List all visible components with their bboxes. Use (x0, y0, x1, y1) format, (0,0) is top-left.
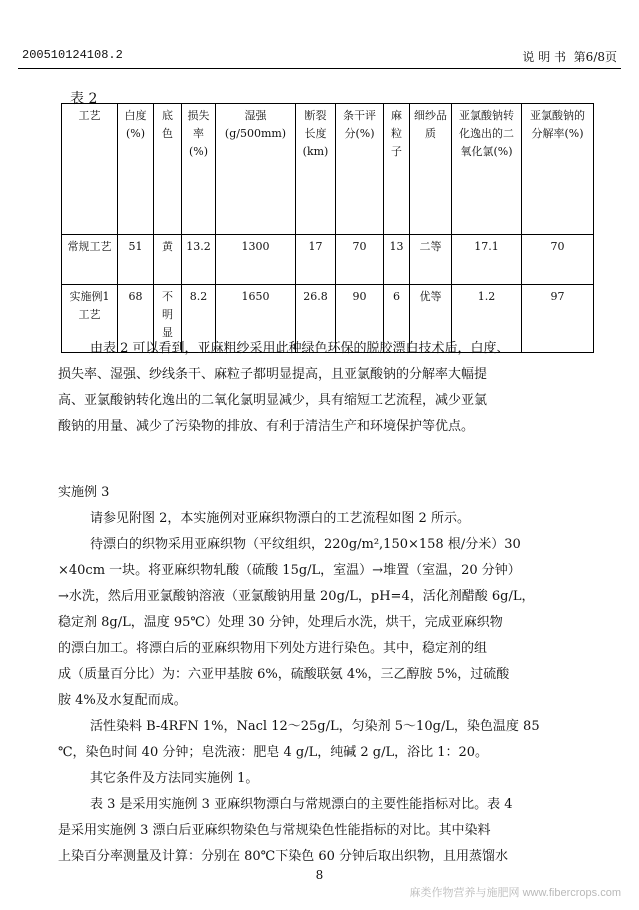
table-header-row (62, 104, 594, 235)
paragraph-line: 高、亚氯酸钠转化逸出的二氧化氯明显减少，具有缩短工艺流程，减少亚氯 (58, 393, 488, 408)
table-cell: 13 (384, 235, 410, 285)
table-cell: 17 (296, 235, 336, 285)
paragraph-line: 稳定剂 8g/L，温度 95℃）处理 30 分钟，处理后水洗，烘干，完成亚麻织物 (58, 615, 503, 630)
col-header: 底色 (154, 104, 182, 235)
table-cell: 黄 (154, 235, 182, 285)
doc-number: 200510124108.2 (22, 48, 123, 62)
table-cell: 70 (336, 235, 384, 285)
paragraph-line: ×40cm 一块。将亚麻织物轧酸（硫酸 15g/L，室温）→堆置（室温，20 分钟） (58, 563, 521, 578)
watermark: 麻类作物营养与施肥网 www.fibercrops.com (409, 887, 621, 899)
table-cell: 不明显 (154, 285, 182, 353)
table-cell: 8.2 (182, 285, 216, 353)
col-header: 断裂长度(km) (296, 104, 336, 235)
table-cell: 51 (118, 235, 154, 285)
data-table (61, 103, 594, 353)
paragraph-line: 是采用实施例 3 漂白后亚麻织物染色与常规染色性能指标的对比。其中染料 (58, 823, 491, 838)
table-cell: 97 (522, 285, 594, 353)
paragraph-line: 的漂白加工。将漂白后的亚麻织物用下列处方进行染色。其中，稳定剂的组 (58, 641, 488, 656)
paragraph-line: 损失率、湿强、纱线条干、麻粒子都明显提高，且亚氯酸钠的分解率大幅提 (58, 367, 488, 382)
table-cell: 13.2 (182, 235, 216, 285)
table-cell: 1.2 (452, 285, 522, 353)
table-cell: 70 (522, 235, 594, 285)
header-divider (18, 68, 621, 69)
paragraph-line: ℃，染色时间 40 分钟；皂洗液：肥皂 4 g/L，纯碱 2 g/L，浴比 1：20。 (58, 745, 489, 760)
paragraph-table2-analysis (58, 336, 606, 440)
paragraph-line: 待漂白的织物采用亚麻织物（平纹组织，220g/m²,150×158 根/分米）30 (90, 537, 521, 552)
col-header: 工艺 (62, 104, 118, 235)
col-header: 亚氯酸钠转化逸出的二氧化氯(%) (452, 104, 522, 235)
table-row (62, 235, 594, 285)
paragraph-line: 请参见附图 2，本实施例对亚麻织物漂白的工艺流程如图 2 所示。 (90, 511, 470, 526)
paragraph-line: 活性染料 B-4RFN 1%，Nacl 12～25g/L，匀染剂 5～10g/L，染色温度 85 (90, 719, 540, 734)
paragraph-line: 酸钠的用量、减少了污染物的排放、有利于清洁生产和环境保护等优点。 (58, 419, 475, 434)
table-cell: 90 (336, 285, 384, 353)
paragraph-line: 由表 2 可以看到，亚麻粗纱采用此种绿色环保的脱胶漂白技术后，白度、 (90, 341, 510, 356)
table-cell: 实施例1工艺 (62, 285, 118, 353)
col-header: 条干评分(%) (336, 104, 384, 235)
table-cell: 17.1 (452, 235, 522, 285)
table-cell: 优等 (410, 285, 452, 353)
col-header: 白度(%) (118, 104, 154, 235)
paragraph-line: 其它条件及方法同实施例 1。 (90, 771, 259, 786)
col-header: 湿强(g/500mm) (216, 104, 296, 235)
paragraph-line: 表 3 是采用实施例 3 亚麻织物漂白与常规漂白的主要性能指标对比。表 4 (90, 797, 513, 812)
table-cell: 26.8 (296, 285, 336, 353)
col-header: 细纱品质 (410, 104, 452, 235)
col-header: 损失率(%) (182, 104, 216, 235)
section-heading: 实施例 3 (58, 485, 110, 500)
paragraph-line: 成（质量百分比）为：六亚甲基胺 6%，硫酸联氨 4%，三乙醇胺 5%，过硫酸 (58, 667, 510, 682)
paragraph-line: 上染百分率测量及计算：分别在 80℃下染色 60 分钟后取出织物，且用蒸馏水 (58, 849, 509, 864)
col-header: 麻粒子 (384, 104, 410, 235)
col-header: 亚氯酸钠的分解率(%) (522, 104, 594, 235)
page-header (18, 48, 621, 66)
section-embodiment-3 (58, 480, 606, 870)
table-cell: 1300 (216, 235, 296, 285)
table-cell: 常规工艺 (62, 235, 118, 285)
table-cell: 二等 (410, 235, 452, 285)
page-number: 8 (315, 868, 324, 882)
table-cell: 1650 (216, 285, 296, 353)
table-label: 表 2 (70, 91, 98, 107)
paragraph-line: 胺 4%及水复配而成。 (58, 693, 187, 708)
table-cell: 68 (118, 285, 154, 353)
doc-title: 说 明 书 第6/8页 (522, 50, 617, 64)
table-cell: 6 (384, 285, 410, 353)
paragraph-line: →水洗，然后用亚氯酸钠溶液（亚氯酸钠用量 20g/L，pH=4，活化剂醋酸 6g/L， (58, 589, 535, 604)
